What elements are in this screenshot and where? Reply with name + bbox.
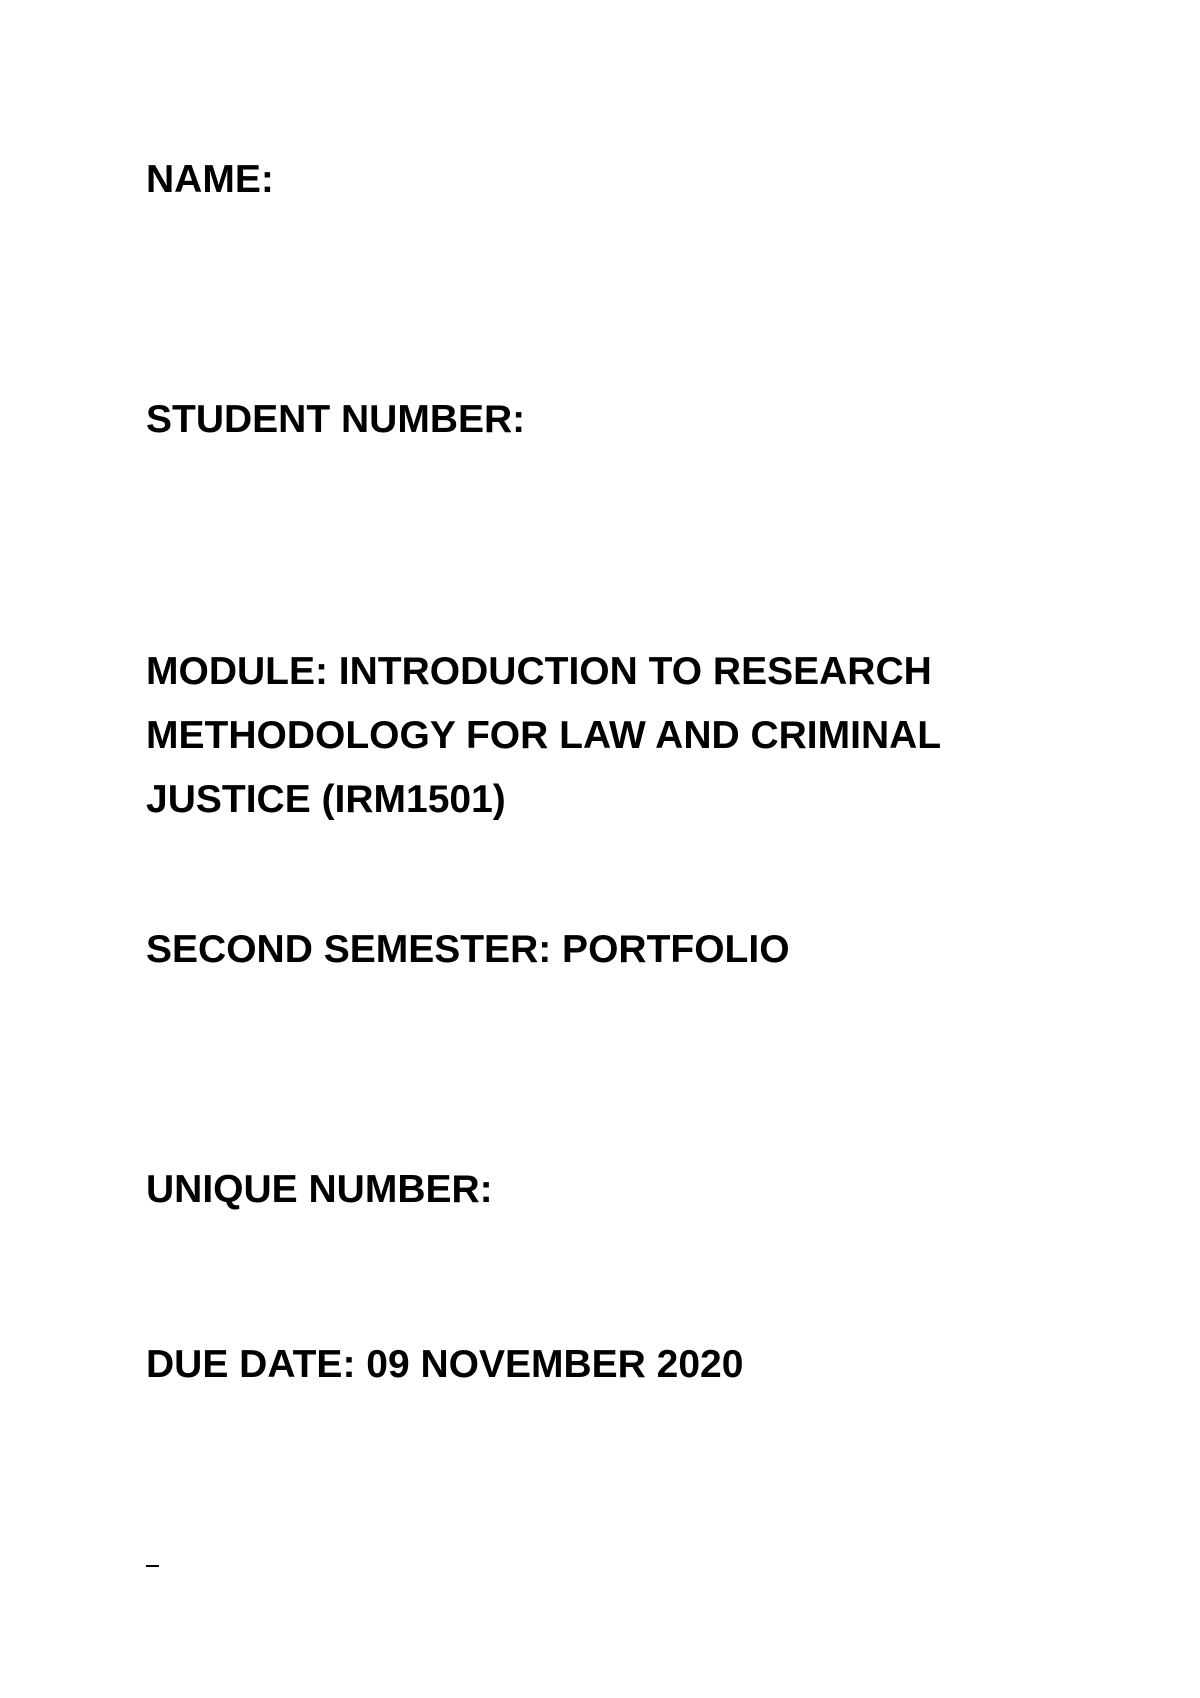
semester-label: SECOND SEMESTER: PORTFOLIO <box>146 928 790 971</box>
footer-mark <box>146 1565 159 1567</box>
module-title-line: MODULE: INTRODUCTION TO RESEARCH <box>146 650 932 693</box>
due-date: DUE DATE: 09 NOVEMBER 2020 <box>146 1343 744 1386</box>
name-label: NAME: <box>146 158 274 201</box>
student-number-label: STUDENT NUMBER: <box>146 398 526 441</box>
module-title-line: METHODOLOGY FOR LAW AND CRIMINAL <box>146 714 942 757</box>
unique-number-label: UNIQUE NUMBER: <box>146 1168 493 1211</box>
module-title <box>146 640 1046 832</box>
module-title-line: JUSTICE (IRM1501) <box>146 778 506 821</box>
